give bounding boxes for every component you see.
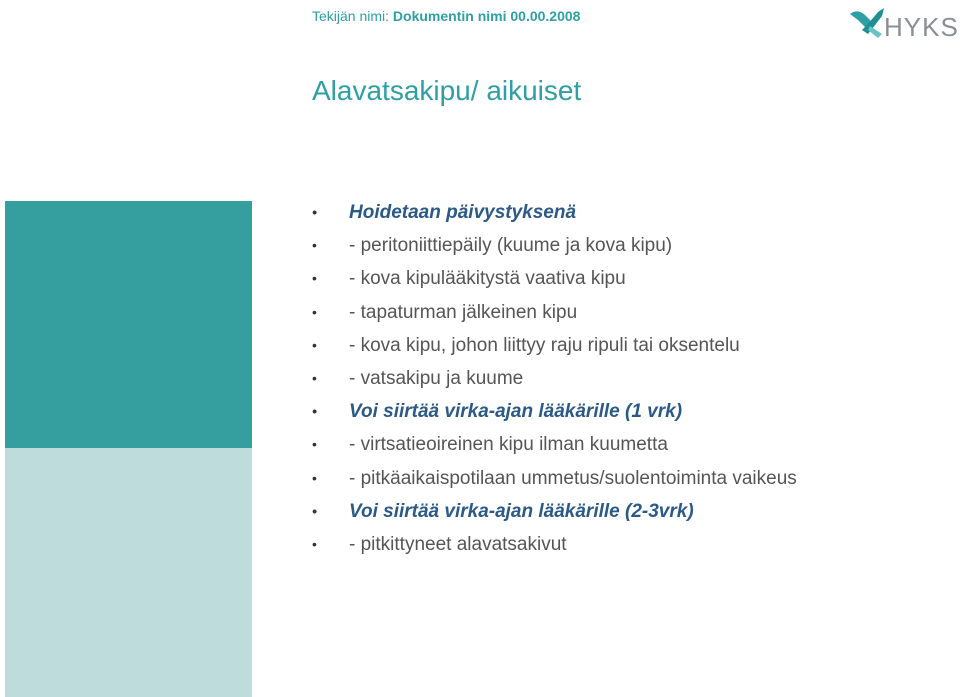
bullet-dot-icon: • [312,502,317,519]
bullet-heading [312,395,797,428]
slide-title: Alavatsakipu/ aikuiset [312,75,582,106]
bullet-text: - pitkäaikaispotilaan ummetus/suolentoiminta vaikeus [349,467,797,489]
bullet-heading [312,495,797,528]
bullet-item [312,296,797,329]
author-label: Tekijän nimi: [312,8,390,24]
bullet-text: - kova kipulääkitystä vaativa kipu [349,268,626,290]
bullet-item [312,262,797,295]
bullet-dot-icon: • [312,403,317,420]
bullet-item [312,428,797,461]
bullet-text: - tapaturman jälkeinen kipu [349,301,578,323]
bullet-dot-icon: • [312,336,317,353]
bullet-text: Hoidetaan päivystyksenä [349,202,577,223]
bullet-text: - kova kipu, johon liittyy raju ripuli tai oksentelu [349,334,740,356]
document-name: Dokumentin nimi 00.00.2008 [392,8,581,24]
decor-band-light [5,448,252,697]
bullet-item [312,229,797,262]
header-line [312,8,580,24]
bullet-list [312,196,797,561]
bullet-dot-icon: • [312,369,317,386]
bullet-text: - peritoniittiepäily (kuume ja kova kipu) [349,235,673,257]
bullet-item [312,329,797,362]
bullet-item [312,362,797,395]
bullet-dot-icon: • [312,469,317,486]
bullet-dot-icon: • [312,535,317,552]
bullet-item [312,528,797,561]
bullet-dot-icon: • [312,436,317,453]
decor-band-dark [5,201,252,448]
bullet-item [312,462,797,495]
bullet-dot-icon: • [312,270,317,287]
bullet-dot-icon: • [312,204,317,220]
bullet-text: Voi siirtää virka-ajan lääkärille (2-3vrk) [349,500,694,522]
bullet-heading [312,196,797,229]
logo-text: HYKS [884,12,959,42]
bullet-text: - pitkittyneet alavatsakivut [349,533,567,555]
bullet-text: Voi siirtää virka-ajan lääkärille (1 vrk) [349,401,683,423]
bullet-dot-icon: • [312,303,317,320]
bullet-text: - vatsakipu ja kuume [349,367,524,389]
bullet-text: - virtsatieoireinen kipu ilman kuumetta [349,434,668,456]
bullet-dot-icon: • [312,237,317,254]
logo-cross-icon [850,8,884,38]
